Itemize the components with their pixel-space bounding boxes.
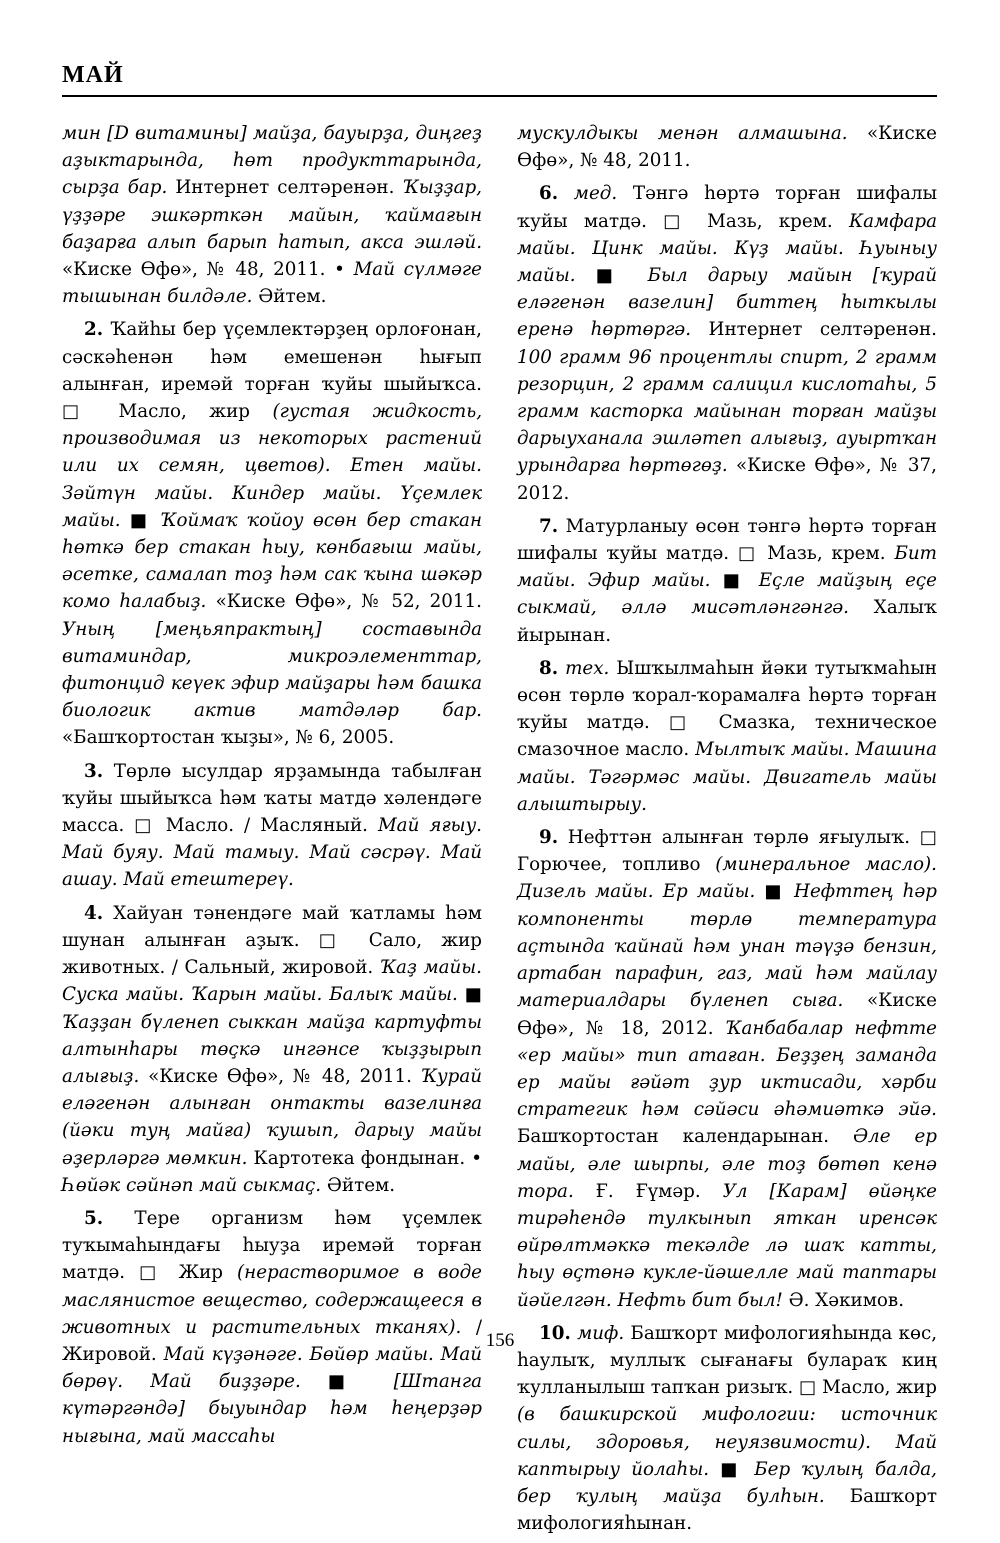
entry-paragraph: 8. тех. Ышҡылмаһын йәки тутыҡмаһын өсөн төрлө ҡорал-ҡорамалға һөртә торған ҡуйы матдә. □ Смазка, техническое смазочное масло. Мылтыҡ майы. Машина майы. Тәгәрмәс майы. Двигатель майы алыштырыу. bbox=[517, 657, 937, 815]
header-rule bbox=[62, 95, 937, 97]
running-head: МАЙ bbox=[62, 62, 124, 88]
entry-paragraph: 9. Нефттән алынған төрлө яғыулыҡ. □ Горючее, топливо (минеральное масло). Дизель майы. Ер майы. ■ Нефттең һәр компоненты төрлө температура аҫтында ҡайнай һәм унан тәүҙә бензин, артабан парафин, газ, май һәм майлау материалдары бүленеп сыға. «Киске Өфө», № 18, 2012. Ҡанбабалар нефтте «ер майы» тип атаған. Беҙҙең заманда ер майы ғәйәт ҙур иктисади, хәрби стратегик һәм сәйәси әһәмиәткә эйә. Башҡортостан календарынан. Әле ер майы, әле шырпы, әле тоҙ бөтөп кенә тора. Ғ. Ғүмәр. Ул [Карам] өйәңке тирәһендә тулкынып яткан иренсәк өйрөлтмәккә текәлде лә шаҡ катты, һыу өҫтөнә кукле-йәшелле май таптары йәйелгән. Нефть бит был! Ә. Хәкимов. bbox=[517, 827, 937, 1311]
entry-paragraph: 6. мед. Тәнгә һөртә торған шифалы ҡуйы матдә. □ Мазь, крем. Камфара майы. Цинк майы. Күҙ майы. Һуыныу майы. ■ Был дарыу майын [ҡурай еләгенән вазелин] биттең һыткылы еренә һөртөргә. Интернет селтәренән. 100 грамм 96 процентлы спирт, 2 грамм резорцин, 2 грамм салицил кислотаһы, 5 грамм касторка майынан торған майҙы дарыуханала эшләтеп алығыҙ, ауыртҡан урындарға һөртөгөҙ. «Киске Өфө», № 37, 2012. bbox=[517, 183, 938, 504]
entry-paragraph: 2. Ҡайһы бер үҫемлектәрҙең орлоғонан, сәскәһенән һәм емешенән һығып алынған, иремәй торған ҡуйы шыйыҡса. □ Масло, жир (густая жидкость, производимая из некоторых растений или их семян, цветов). Етен майы. Зәйтүн майы. Киндер майы. Үҫемлек майы. ■ Ҡоймаҡ ҡойоу өсөн бер стакан һөткә бер стакан һыу, көнбағыш майы, әсетке, самалап тоҙ һәм сак ҡына шәкәр комо һалабыҙ. «Киске Өфө», № 52, 2011. Уның [меңьяпрактың] составында витаминдар, микроэлементтар, фитонцид кеүек эфир майҙары һәм башка биологик актив матдәләр бар. «Башҡортостан ҡыҙы», № 6, 2005. bbox=[62, 319, 483, 749]
entry-paragraph: 10. миф. Башҡорт мифологияһында көс, һаулыҡ, муллыҡ сығанағы булараҡ киң ҡулланылыш тапҡан ризыҡ. □ Масло, жир (в башкирской мифологии: источник силы, здоровья, неуязвимости). Май каптырыу йолаһы. ■ Бер ҡулың балда, бер ҡулың майҙа булһын. Башҡорт мифологияһынан. bbox=[517, 1322, 938, 1535]
entry-paragraph: мускулдыкы менән алмашына. «Киске Өфө», № 48, 2011. bbox=[517, 123, 937, 172]
page-number: 156 bbox=[485, 1330, 515, 1351]
entry-paragraph: 5. Тере организм һәм үҫемлек туҡымаһындағы һыуҙа иремәй торған матдә. □ Жир (нерастворимое в воде маслянистое вещество, содержащееся в животных и растительных тканях). / Жировой. Май күҙәнәге. Бөйөр майы. Май бөрөү. Май биҙҙәре. ■ [Штанга күтәргәндә] быуындар һәм һеңерҙәр нығына, май массаһы bbox=[62, 1207, 482, 1447]
entry-paragraph: мин [D витамины] майҙа, бауырҙа, диңгеҙ аҙыктарында, һөт продукттарында, сырҙа бар. Интернет селтәренән. Ҡыҙҙар, үҙҙәре эшкәрткән майын, ҡаймағын баҙарға алып барып һатып, акса эшләй. «Киске Өфө», № 48, 2011. • Май сүлмәге тышынан билдәле. Әйтем. bbox=[62, 123, 482, 308]
entry-paragraph: 3. Төрлө ысулдар ярҙамында табылған ҡуйы шыйыҡса һәм ҡаты матдә хәлендәге масса. □ Масло. / Масляный. Май яғыу. Май буяу. Май тамыу. Май сәсрәү. Май ашау. Май етештереү. bbox=[62, 760, 482, 891]
entry-paragraph: 7. Матурланыу өсөн тәнгә һөртә торған шифалы ҡуйы матдә. □ Мазь, крем. Бит майы. Эфир майы. ■ Еҫле майҙың еҫе сыкмай, әллә мисәтләнгәнгә. Халыҡ йырынан. bbox=[517, 515, 937, 646]
left-column bbox=[62, 120, 482, 1456]
entry-paragraph: 4. Хайуан тәнендәге май ҡатламы һәм шунан алынған аҙыҡ. □ Сало, жир животных. / Сальный, жировой. Ҡаҙ майы. Суска майы. Ҡарын майы. Балыҡ майы. ■ Ҡаҙҙан бүленеп сыккан майҙа картуфты алтынһары төҫкә ингәнсе ҡыҙҙырып алығыҙ. «Киске Өфө», № 48, 2011. Ҡурай еләгенән алынған онтакты вазелинға (йәки туң майға) ҡушып, дарыу майы әҙерләргә мөмкин. Картотека фондынан. • Һөйәк сәйнәп май сыкмаҫ. Әйтем. bbox=[62, 902, 482, 1196]
